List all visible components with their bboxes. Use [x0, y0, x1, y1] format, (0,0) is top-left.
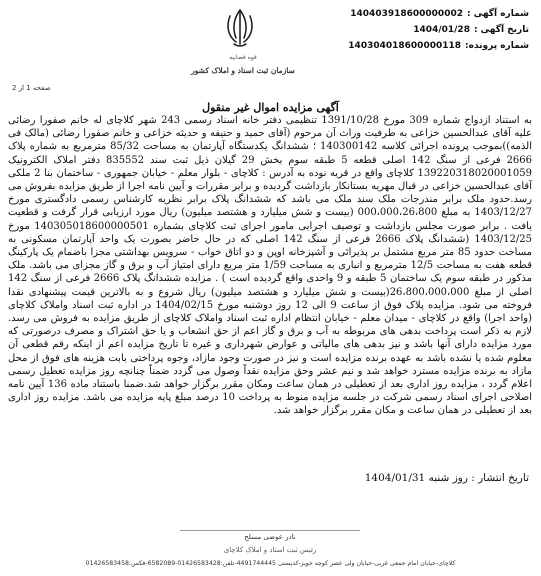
signature-divider — [180, 530, 360, 531]
announcement-date: 1404/01/28 — [413, 25, 470, 35]
announcement-date-label: تاریخ آگهی : — [473, 25, 529, 35]
page-indicator: صفحه 1 از 2 — [12, 84, 51, 92]
document-title: آگهی مزایده اموال غیر منقول — [202, 101, 339, 114]
case-number-label: شماره پرونده: — [465, 41, 529, 51]
announcement-date-row — [329, 22, 529, 38]
announcement-number: 140403918600000002 — [350, 9, 463, 19]
emblem-icon — [222, 6, 258, 50]
org-name: سازمان ثبت اسناد و املاک کشور — [191, 66, 295, 75]
announcement-body: به استناد ازدواج شماره 309 مورخ 1391/10/28 تنظیمی دفتر خانه اسناد رسمی 243 شهر کلاچای له خانم صفورا رضائی علیه آقای عبدالحسین خزاعی به طرفیت وراث آن مرحوم (آقای حمید و حنیفه و حدیثه خزاعی و خانم صفورا رضائی (مالک فی الذمه))بموجب پرونده اجرائی کلاسه 140300142 ؛ ششدانگ یکدستگاه آپارتمان به مساحت 85/32 مترمربع به شماره پلاک 2666 فرعی از سنگ 142 اصلی قطعه 5 طبقه سوم بخش 29 گیلان ذیل ثبت سند 835552 دفتر املاک الکترونیک 139220318020001059 کلاچای واقع در قریه نوده به آدرس : کلاچای - بلوار معلم - خیابان جمهوری - ساختمان بنا 2 ملکی آقای عبدالحسین خزاعی در قبال مهریه بستانکار بازداشت گردیده و برابر مقررات و آیین نامه اجرا از طریق مزایده بفروش می رسد.حدود ملک برابر مندرجات ملک سند ملک می باشد که ششدانگ پلاک برابر نظریه کارشناس رسمی دادگستری مورخ 1403/12/27 به مبلغ 000،000،26،800 (بیست و شش میلیارد و هشتصد میلیون) ریال مورد ارزیابی قرار گرفت و قطعیت یافت . برابر صورت مجلس بازداشت و توصیف اجرایی مامور اجرای ثبت کلاچای بشماره 140305018600000501 مورخ 1403/12/25 (ششدانگ پلاک 2666 فرعی از سنگ 142 اصلی که در حال حاضر بصورت یک واحد آپارتمان مسکونی به مساحت حدود 85 متر مربع مشتمل بر پذیرائی و آشپزخانه اوپن و دو اتاق خواب - سرویس بهداشتی مجزا باضمام یک پارکینگ قطعه هفت به مساحت 12/5 مترمربع و انباری به مساحت 1/59 متر مربع دارای امتیاز آب و برق و گاز مجزای می باشد. ملک مذکور در طبقه سوم یک ساختمان 5 طبقه و 9 واحدی واقع گردیده است ) . مزایده ششدانگ پلاک 2666 فرعی از سنگ 142 اصلی از مبلغ 26،800،000،000(بیست و شش میلیارد و هشتصد میلیون) ریال شروع و به بالاترین قیمت پیشنهادی نقدا فروخته می شود. مزایده پلاک فوق از ساعت 9 الی 12 روز دوشنبه مورخ 1404/02/15 در اداره ثبت اسناد واملاک کلاچای (واحد اجرا) واقع در کلاچای - میدان معلم - خیابان انتظام اداره ثبت اسناد واملاک کلاچای از طریق مزایده به فروش می رسد. لازم به ذکر است پرداخت بدهی های مربوطه به آب و برق و گاز اعم از حق انشعاب و یا حق اشتراک و مصرف درصورتی که مورد مزایده دارای آنها باشد و نیز بدهی های مالیاتی و عوارض شهرداری و غیره تا تاریخ مزایده اعم از اینکه رقم قطعی آن معلوم شده یا نشده باشد به عهده برنده مزایده است و نیز در صورت وجود مازاد، وجوه پرداختی بابت هزینه های فوق از محل مازاد به برنده مزایده مسترد خواهد شد و نیم عشر وحق مزایده نقداً وصول می گردد ضمناً چنانچه روز مزایده تعطیل رسمی اعلام گردد ، مزایده روز اداری بعد از تعطیلی در همان ساعت ومکان مقرر برگزار خواهد شد.ضمنا باستناد ماده 136 آیین نامه اصلاحی اجرای اسناد رسمی شرکت در جلسه مزایده منوط به پرداخت 10 درصد مبلغ پایه مزایده می باشد. مزایده روز اداری بعد از تعطیلی در همان ساعت و مکان مقرر برگزار خواهد شد. — [8, 115, 533, 417]
announcement-number-label: شماره آگهی : — [467, 9, 529, 19]
announcement-number-row — [329, 6, 529, 22]
footer-address: کلاچای-خیابان امام جمعی غربی-خیابان ولی عصر کوچه جویز-کدپستی 4491744445-تلفن:01426583428-6582089-فکس:01426583458 — [85, 560, 456, 567]
case-number: 140304018600000118 — [348, 41, 462, 51]
announcement-meta — [329, 6, 529, 54]
publication-date: تاریخ انتشار : روز شنبه 1404/01/31 — [364, 472, 529, 484]
signer-name: نادر عوضی مسلح — [244, 533, 296, 541]
signer-role: رئیس ثبت اسناد و املاک کلاچای — [223, 546, 317, 554]
case-number-row — [329, 38, 529, 54]
org-subtitle: قوه قضاییه — [229, 54, 257, 61]
